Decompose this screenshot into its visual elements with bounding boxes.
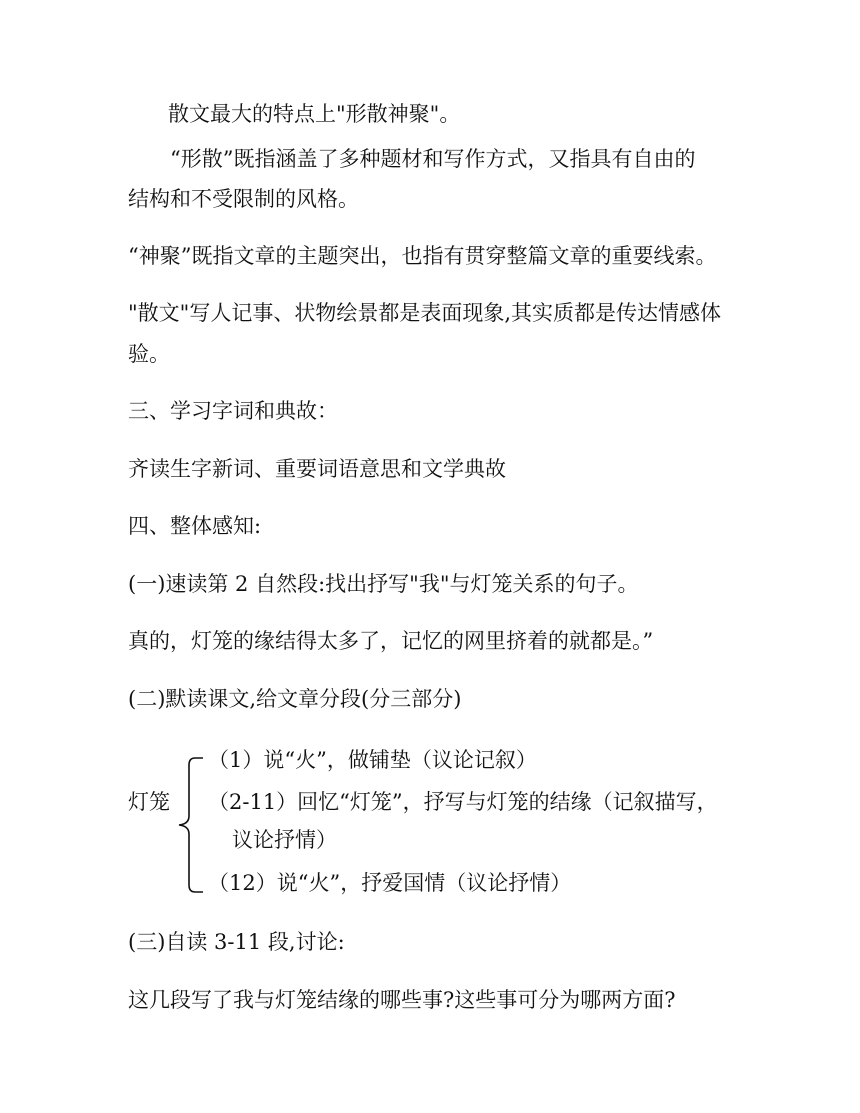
section-heading-3: 三、学习字词和典故： [128,399,338,423]
paragraph-xingsan-line2: 结构和不受限制的风格。 [128,187,359,211]
section-heading-4: 四、整体感知: [128,514,262,538]
paragraph-xingsan-line1: “形散”既指涵盖了多种题材和写作方式，又指具有自由的 [170,147,696,171]
question-3: (三)自读 3-11 段,讨论: [128,930,345,954]
outline-brace [175,756,205,894]
paragraph-form-scattered-intro: 散文最大的特点上"形散神聚"。 [168,102,461,126]
brace-shape [175,756,205,894]
question-1: (一)速读第 2 自然段:找出抒写"我"与灯笼关系的句子。 [128,572,639,596]
paragraph-sanwen-line2: 验。 [128,342,170,366]
question-1-answer: 真的，灯笼的缘结得太多了，记忆的网里挤着的就都是。” [128,629,654,653]
question-2: (二)默读课文,给文章分段(分三部分) [128,687,462,711]
outline-item-2-line1: （2-11）回忆“灯笼”，抒写与灯笼的结缘（记叙描写， [208,790,718,814]
outline-item-1: （1）说“火”，做铺垫（议论记叙） [208,748,537,772]
outline-item-2-line2: 议论抒情） [232,828,337,852]
outline-root-label: 灯笼 [128,790,170,814]
section-3-body: 齐读生字新词、重要词语意思和文学典故 [128,457,506,481]
paragraph-shenju: “神聚”既指文章的主题突出，也指有贯穿整篇文章的重要线索。 [128,244,717,268]
paragraph-sanwen-line1: "散文"写人记事、状物绘景都是表面现象,其实质都是传达情感体 [128,301,721,325]
outline-item-3: （12）说“火”，抒爱国情（议论抒情） [208,871,572,895]
question-3-body: 这几段写了我与灯笼结缘的哪些事?这些事可分为哪两方面? [128,988,676,1012]
